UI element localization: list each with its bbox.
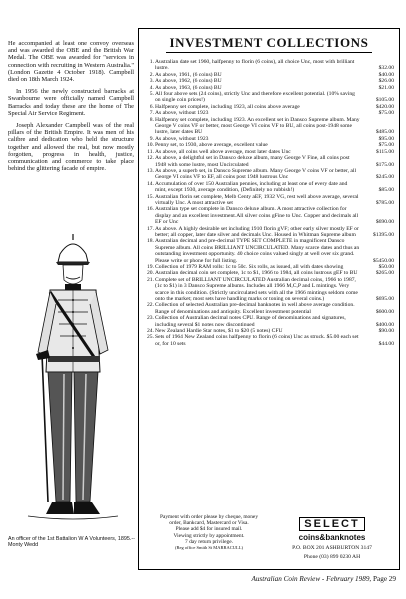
collection-list [144, 59, 394, 347]
item-price: $400.00 [375, 321, 394, 328]
item-description: Sets of 1964 New Zealand coins halfpenny to florin (6 coins) Unc as struck. $5.00 each set or, for 10 sets [155, 334, 359, 347]
item-description: Collection of Australian decimal notes CPU. Range of denominations and signatures, including several $1 notes now discontinued [155, 315, 346, 328]
item-number: 6. [149, 103, 154, 110]
order-note: (Reg office Smith St MARRACULL) [175, 545, 243, 551]
investment-collections-ad [138, 28, 400, 570]
item-number: 13. [147, 167, 154, 174]
item-number: 22. [147, 302, 154, 309]
item-number: 1. [149, 59, 154, 65]
collection-item [144, 59, 394, 72]
order-info [154, 514, 264, 551]
brand-phone: Phone (03) 899 0230 AH [303, 554, 361, 561]
item-price: $115.00 [376, 148, 394, 155]
item-description: Australian decimal and pre-decimal TYPE SET COMPLETE in magnificent Dansco Supreme album. All coins BRILLIANT UNCIRCULATED. Many scarce dates and thus an outstanding investment opportunity. 40 choice coins valued singly at well over six grand. Please write or phone for full listing. [155, 238, 360, 264]
article-paragraph: He accompanied at least one convoy overseas and was awarded the OBE and the British War Medal. The OBE was awarded for "services in connection with recruiting in Western Australia." (London Gazette 4 October 1918). Campbell died on 18th March 1924. [8, 40, 134, 84]
item-description: Complete set of BRILLIANT UNCIRCULATED Australian decimal coins, 1966 to 1987, (1c to $1) in 3 Dansco Supreme albums. Includes all 1966 M,C,P and L mintings. Very scarce in this condition. (Strictly uncirculated sets with all the 1966 mintings seldom come onto the market; most sets have handling marks or toning on several coins.) [155, 276, 358, 303]
collection-item [144, 181, 394, 194]
item-description: As above, 1963, (6 coins) BU [155, 84, 222, 91]
item-price: $1395.00 [373, 231, 394, 238]
article-paragraph: In 1956 the newly constructed barracks at Swanbourne were officially named Campbell Barracks and today these are the home of The Special Air Service Regiment. [8, 88, 134, 117]
item-description: New Zealand Hardie Star notes, $1 to $20 (5 notes) CFU [155, 328, 283, 335]
article-paragraph: Joseph Alexander Campbell was of the real pillars of the British Empire. It was men of his calibre and dedication who held the structure together and allowed the real, but now mostly forgotten, progress in health, justice, communication and commerce to take place behind the glittering facade of empire. [8, 122, 134, 173]
item-price: $85.00 [378, 187, 394, 194]
item-price: $785.00 [375, 199, 394, 206]
item-number: 18. [147, 238, 154, 245]
item-price: $75.00 [378, 142, 394, 149]
ad-footer [144, 514, 394, 566]
item-description: Halfpenny set complete, including 1923, all coins above average [155, 103, 300, 110]
collection-item [144, 238, 394, 264]
item-description: As above, without 1923 [155, 110, 209, 117]
item-price: $50.00 [378, 264, 394, 270]
item-number: 25. [147, 334, 154, 341]
item-description: As above, all coins well above average, most later dates Unc [155, 148, 291, 155]
article-text [8, 40, 134, 177]
item-price: $40.00 [378, 71, 394, 78]
collection-item [144, 277, 394, 303]
item-description: Australian florin set complete, Melb Centy aEF, 1932 VG, rest well above average, several virtually Unc. A most attractive set [155, 193, 359, 206]
item-price: $420.00 [375, 103, 394, 110]
brand-address: P.O. BOX 201 ASHBURTON 3147 [292, 545, 372, 551]
collection-item [144, 155, 394, 168]
item-price: $105.00 [375, 97, 394, 104]
item-number: 3. [149, 78, 154, 85]
item-description: As above, 1961, (6 coins) BU [155, 71, 222, 78]
collection-item [144, 91, 394, 104]
brand-logo: SELECT [299, 517, 364, 531]
order-line: Please add $4 for insured mail. [175, 526, 243, 533]
item-price: $690.00 [375, 219, 394, 226]
item-description: Penny set, to 1930, above average, excellent value [155, 142, 268, 149]
item-number: 12. [147, 155, 154, 162]
collection-item [144, 302, 394, 315]
item-price: $245.00 [375, 174, 394, 181]
collection-item [144, 226, 394, 239]
item-description: As above. A highly desirable set including 1910 florin gVF; other early silver mostly EF or better; all copper, later date silver and decimals Unc. Housed in Whitman Supreme album [155, 225, 359, 238]
collection-item [144, 168, 394, 181]
item-number: 4. [149, 84, 154, 91]
collection-item [144, 334, 394, 347]
item-price: $95.00 [378, 135, 394, 142]
item-number: 11. [147, 148, 154, 155]
item-number: 19. [147, 264, 154, 270]
item-price: $90.00 [378, 328, 394, 335]
item-number: 9. [149, 135, 154, 142]
item-description: Australian type set complete in Dansco deluxe album. A most attractive collection for display and an excellent investment.All silver coins gFine to Unc. Copper and decimals all EF or Unc [155, 206, 359, 226]
item-number: 15. [147, 193, 154, 200]
item-price: $265.00 [375, 270, 394, 277]
item-price: $21.00 [378, 84, 394, 91]
order-line: Viewing strictly by appointment. [173, 532, 245, 539]
page-footer [251, 575, 396, 583]
item-price: $32.00 [378, 65, 394, 72]
item-number: 20. [147, 270, 154, 277]
page-number: Page 29 [373, 575, 396, 583]
item-number: 24. [147, 328, 154, 335]
item-number: 7. [149, 110, 154, 117]
brand-name: coins&banknotes [298, 533, 366, 542]
item-price: $695.00 [375, 296, 394, 303]
order-line: 7 day return privilege. [185, 538, 233, 545]
item-description: Collection of selected Australian pre-decimal banknotes in well above average condition. Range of denominations and antiquity. Excellent investment potential [155, 302, 355, 315]
order-line: Payment with order please by cheque, money order, Bankcard, Mastercard or Visa. [159, 514, 259, 527]
item-description: As above, a superb set, in Dansco Supreme album. Many George V coins VF or better, all George VI coins VF to EF, all coins post 1948 lustrous Unc [155, 167, 357, 181]
item-number: 16. [147, 206, 154, 213]
collection-item [144, 194, 394, 207]
item-description: Accumulation of over 150 Australian pennies, including at least one of every date and mint, except 1930, average condition, (Definitely no rubbish!) [155, 180, 348, 194]
item-description: As above, without 1923 [155, 135, 209, 142]
item-number: 17. [147, 225, 154, 232]
item-description: All four above sets (24 coins), strictly Unc and therefore excellent potential. (10% saving on single coin prices!) [155, 91, 355, 104]
item-price: $600.00 [375, 308, 394, 315]
soldier-illustration [18, 232, 128, 532]
item-number: 8. [149, 116, 154, 123]
item-description: As above, 1962, (6 coins) BU [155, 78, 222, 85]
item-number: 5. [149, 91, 154, 98]
collection-item [144, 315, 394, 328]
item-number: 14. [147, 180, 154, 187]
item-price: $44.00 [378, 340, 394, 347]
item-price: $26.00 [378, 78, 394, 85]
item-price: $5450.00 [373, 257, 394, 264]
item-number: 10. [147, 142, 154, 149]
brand-block [272, 514, 392, 561]
item-number: 23. [147, 315, 154, 322]
item-price: $175.00 [375, 161, 394, 168]
illustration-caption: An officer of the 1st Battalion W A Volunteers, 1895.--Monty Wedd [8, 536, 135, 549]
item-description: Australian date set 1960, halfpenny to florin (6 coins), all choice Unc, most with brilliant lustre. [155, 59, 355, 72]
item-description: Collection of 1979 RAM rolls: 1c to 50c. Six rolls, as issued, all with dates showing [155, 264, 344, 270]
item-description: Australian decimal coin set complete, 1c to $1, 1966 to 1984, all coins lustrous gEF to BU [155, 270, 358, 277]
item-description: As above, a delightful set in Dansco deluxe album, many George V Fine, all coins post 1948 with some lustre, most Uncirculated [155, 155, 350, 168]
ad-title: INVESTMENT COLLECTIONS [139, 35, 399, 53]
collection-item [144, 117, 394, 136]
collection-item [144, 206, 394, 225]
item-description: Halfpenny set complete, including 1923. An excellent set in Dansco Supreme album. Many George V coins VF or better, most George VI coins VF to BU, all coins post-1948 some lustre, later dates BU [155, 116, 360, 136]
item-price: $75.00 [378, 110, 394, 117]
item-number: 2. [149, 71, 154, 78]
item-price: $485.00 [375, 129, 394, 136]
item-number: 21. [147, 276, 154, 283]
publication-name: Australian Coin Review - February 1989, [251, 575, 372, 583]
